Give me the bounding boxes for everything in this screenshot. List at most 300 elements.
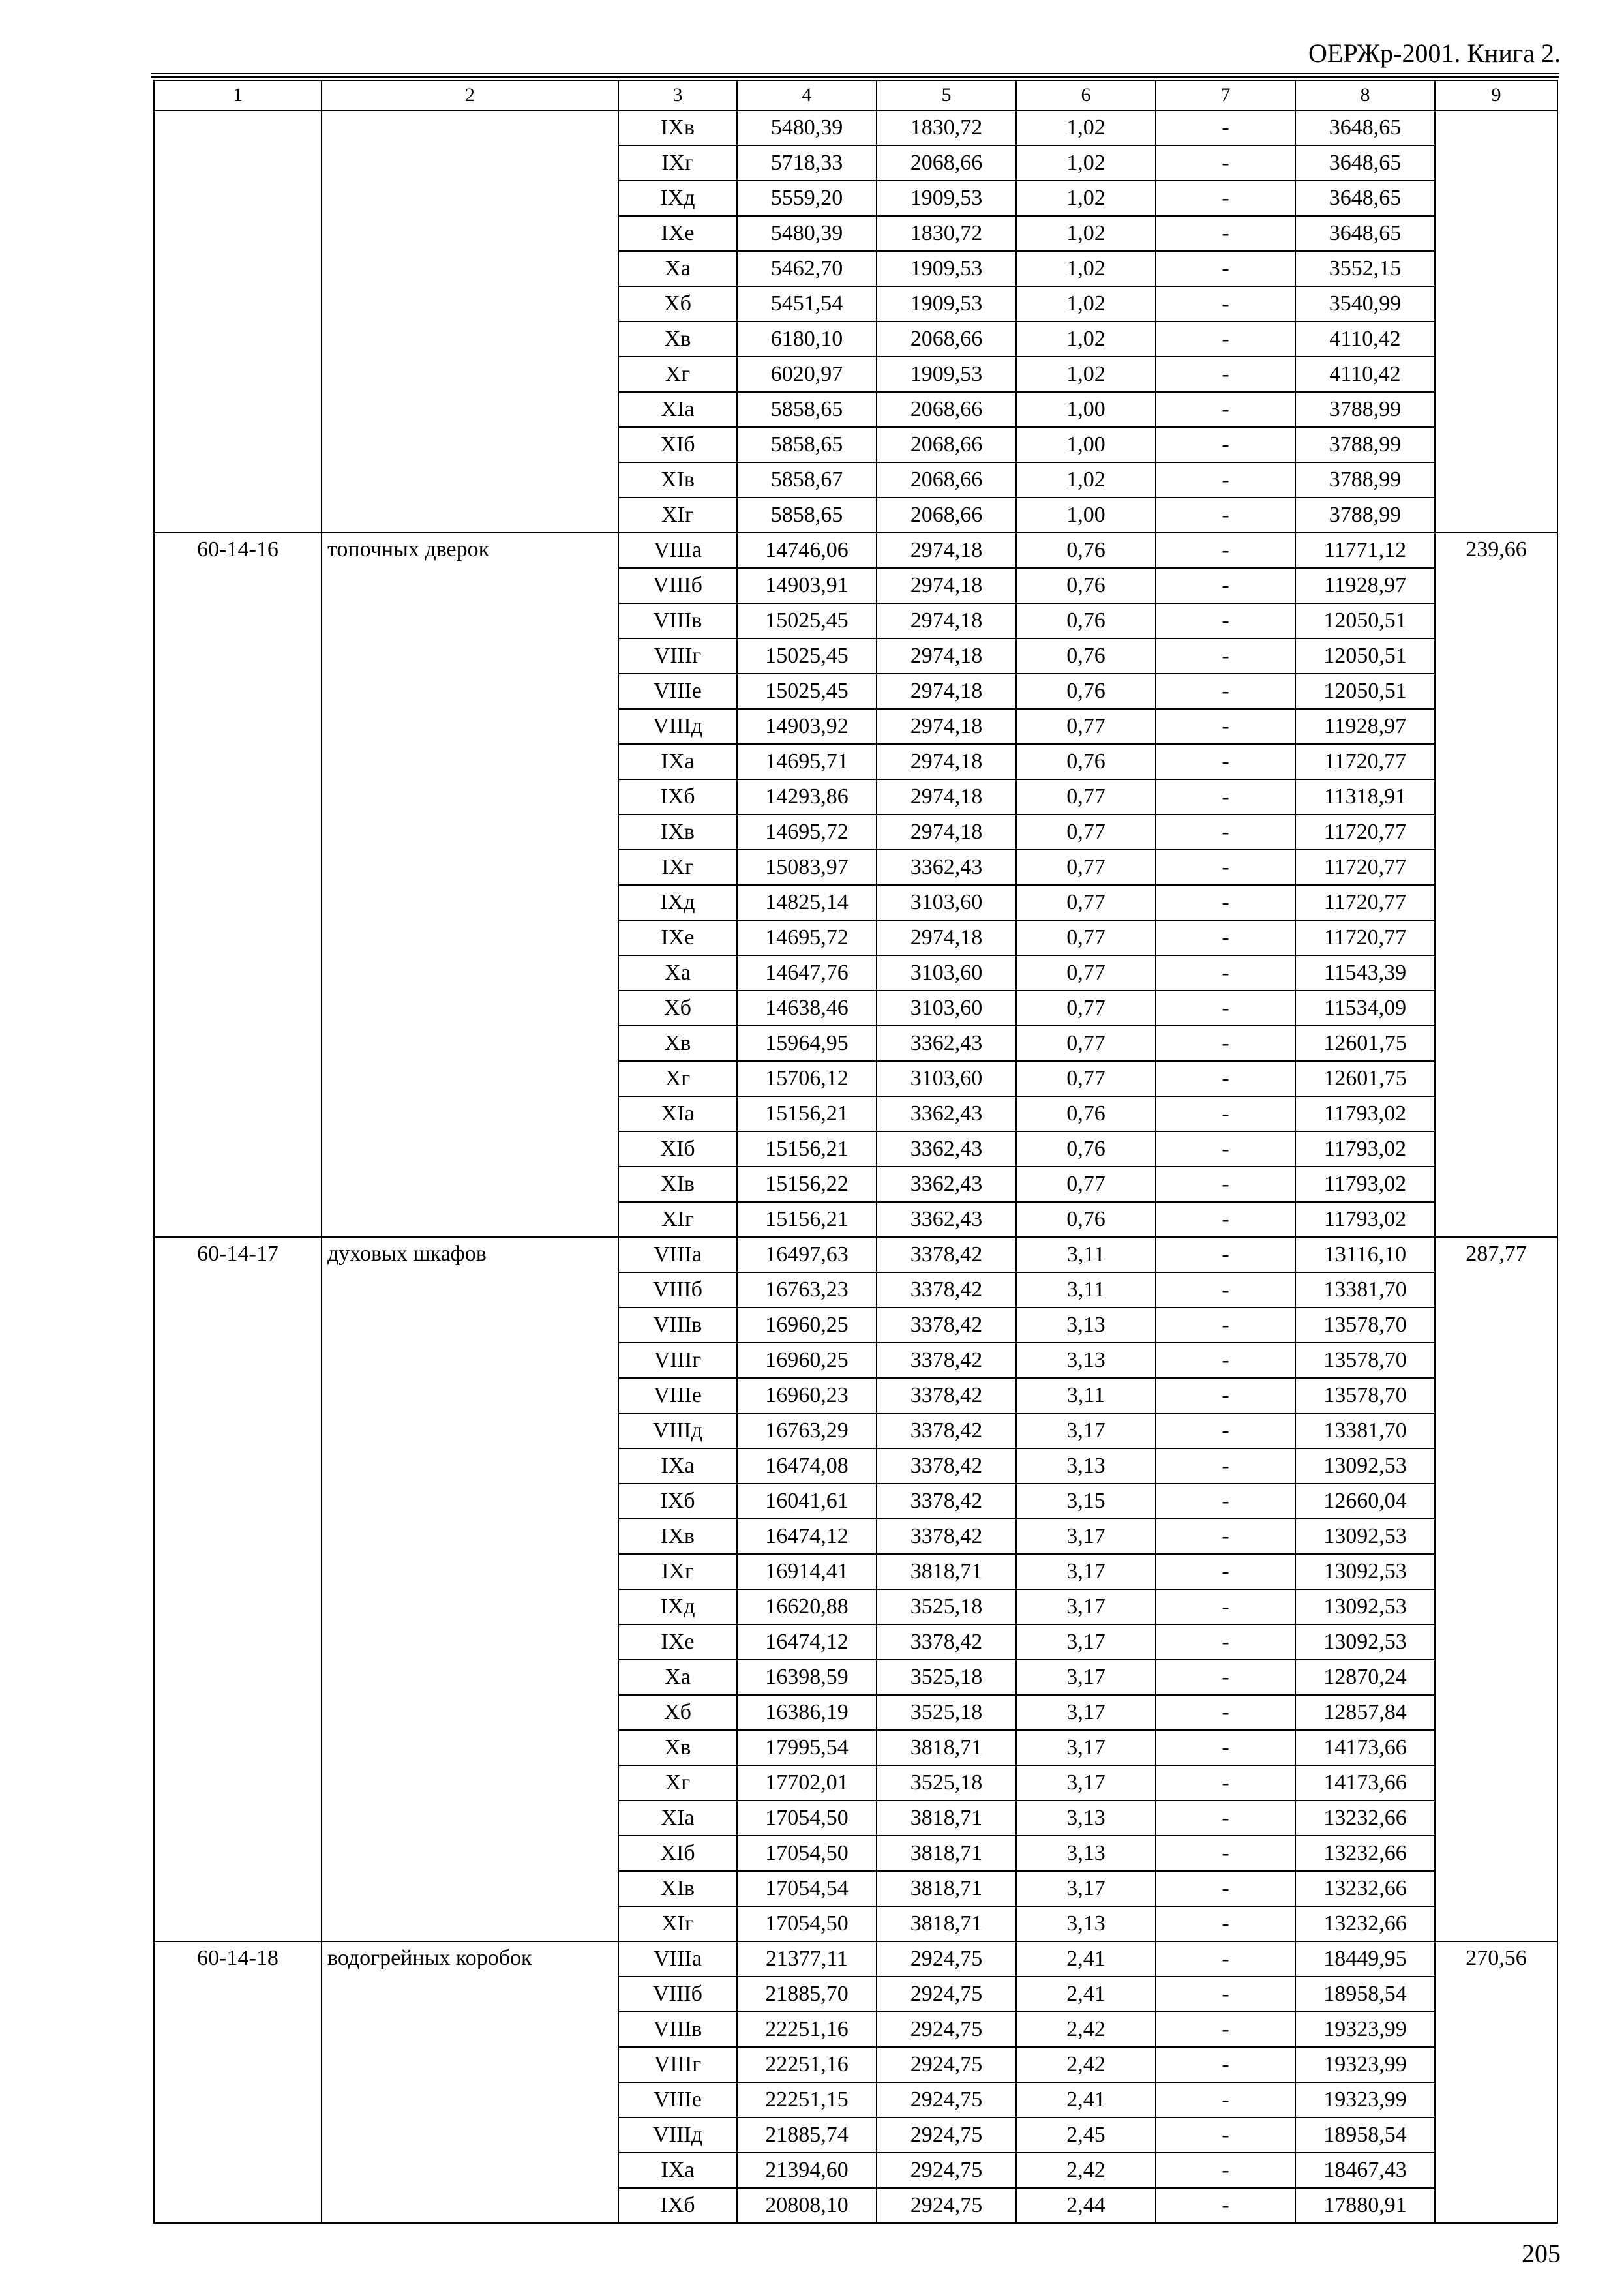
operator-wage-cell: - [1156,815,1295,850]
category-cell: IXе [618,920,737,955]
machine-cost-cell: 1,02 [1016,110,1156,145]
labor-cost-cell: 2924,75 [877,2153,1016,2188]
labor-cost-cell: 2974,18 [877,815,1016,850]
category-cell: XIв [618,462,737,498]
column-number: 4 [737,80,877,110]
category-cell: VIIIб [618,1977,737,2012]
machine-cost-cell: 0,77 [1016,779,1156,815]
category-cell: XIа [618,1096,737,1131]
direct-cost-cell: 5858,65 [737,427,877,462]
category-cell: Xа [618,1660,737,1695]
operator-wage-cell: - [1156,1026,1295,1061]
machine-cost-cell: 3,13 [1016,1906,1156,1941]
machine-cost-cell: 0,77 [1016,1167,1156,1202]
direct-cost-cell: 17054,50 [737,1836,877,1871]
category-cell: VIIIе [618,2082,737,2117]
labor-cost-cell: 3378,42 [877,1343,1016,1378]
materials-cost-cell: 12601,75 [1295,1061,1435,1096]
materials-cost-cell: 3648,65 [1295,181,1435,216]
category-cell: IXб [618,1484,737,1519]
machine-cost-cell: 3,17 [1016,1871,1156,1906]
machine-cost-cell: 3,17 [1016,1554,1156,1589]
labor-cost-cell: 1909,53 [877,357,1016,392]
machine-cost-cell: 3,13 [1016,1308,1156,1343]
operator-wage-cell: - [1156,1660,1295,1695]
labor-cost-cell: 2924,75 [877,2047,1016,2082]
category-cell: IXб [618,779,737,815]
materials-cost-cell: 11928,97 [1295,709,1435,744]
materials-cost-cell: 17880,91 [1295,2188,1435,2223]
machine-cost-cell: 3,11 [1016,1272,1156,1308]
work-name [322,110,618,533]
labor-cost-cell: 3378,42 [877,1519,1016,1554]
machine-cost-cell: 3,13 [1016,1836,1156,1871]
operator-wage-cell: - [1156,357,1295,392]
materials-cost-cell: 13116,10 [1295,1237,1435,1272]
category-cell: IXв [618,1519,737,1554]
machine-cost-cell: 1,00 [1016,427,1156,462]
materials-cost-cell: 19323,99 [1295,2082,1435,2117]
materials-cost-cell: 13092,53 [1295,1589,1435,1624]
operator-wage-cell: - [1156,145,1295,181]
machine-cost-cell: 3,17 [1016,1660,1156,1695]
materials-cost-cell: 11928,97 [1295,568,1435,603]
materials-cost-cell: 11793,02 [1295,1096,1435,1131]
column-number: 2 [322,80,618,110]
machine-cost-cell: 0,76 [1016,568,1156,603]
labor-cost-cell: 2068,66 [877,145,1016,181]
labor-cost-cell: 3818,71 [877,1730,1016,1765]
direct-cost-cell: 14903,91 [737,568,877,603]
column-9-value [1435,110,1557,533]
direct-cost-cell: 16914,41 [737,1554,877,1589]
materials-cost-cell: 13578,70 [1295,1343,1435,1378]
labor-cost-cell: 2974,18 [877,568,1016,603]
labor-cost-cell: 1830,72 [877,216,1016,251]
materials-cost-cell: 18958,54 [1295,1977,1435,2012]
operator-wage-cell: - [1156,286,1295,322]
machine-cost-cell: 1,02 [1016,251,1156,286]
machine-cost-cell: 0,76 [1016,1096,1156,1131]
machine-cost-cell: 2,41 [1016,2082,1156,2117]
machine-cost-cell: 2,41 [1016,1977,1156,2012]
operator-wage-cell: - [1156,920,1295,955]
category-cell: Xг [618,1765,737,1801]
machine-cost-cell: 3,11 [1016,1237,1156,1272]
column-9-value: 270,56 [1435,1941,1557,2223]
direct-cost-cell: 15156,21 [737,1096,877,1131]
materials-cost-cell: 11318,91 [1295,779,1435,815]
materials-cost-cell: 14173,66 [1295,1730,1435,1765]
direct-cost-cell: 5480,39 [737,216,877,251]
direct-cost-cell: 17054,50 [737,1801,877,1836]
direct-cost-cell: 20808,10 [737,2188,877,2223]
direct-cost-cell: 16960,25 [737,1343,877,1378]
operator-wage-cell: - [1156,2047,1295,2082]
machine-cost-cell: 0,77 [1016,885,1156,920]
machine-cost-cell: 1,02 [1016,216,1156,251]
category-cell: VIIIв [618,2012,737,2047]
operator-wage-cell: - [1156,2188,1295,2223]
direct-cost-cell: 6180,10 [737,322,877,357]
materials-cost-cell: 11793,02 [1295,1131,1435,1167]
operator-wage-cell: - [1156,709,1295,744]
materials-cost-cell: 18467,43 [1295,2153,1435,2188]
category-cell: VIIIв [618,1308,737,1343]
category-cell: XIг [618,1906,737,1941]
operator-wage-cell: - [1156,1554,1295,1589]
materials-cost-cell: 13232,66 [1295,1906,1435,1941]
direct-cost-cell: 17054,54 [737,1871,877,1906]
labor-cost-cell: 3818,71 [877,1906,1016,1941]
table-row [154,533,1557,568]
operator-wage-cell: - [1156,1765,1295,1801]
machine-cost-cell: 3,17 [1016,1413,1156,1448]
materials-cost-cell: 13578,70 [1295,1378,1435,1413]
operator-wage-cell: - [1156,1096,1295,1131]
category-cell: Xб [618,1695,737,1730]
labor-cost-cell: 1830,72 [877,110,1016,145]
machine-cost-cell: 2,41 [1016,1941,1156,1977]
category-cell: Xб [618,286,737,322]
category-cell: XIб [618,427,737,462]
operator-wage-cell: - [1156,2117,1295,2153]
category-cell: Xв [618,1730,737,1765]
labor-cost-cell: 2974,18 [877,744,1016,779]
machine-cost-cell: 0,77 [1016,955,1156,991]
machine-cost-cell: 3,17 [1016,1695,1156,1730]
operator-wage-cell: - [1156,1695,1295,1730]
labor-cost-cell: 2924,75 [877,2012,1016,2047]
operator-wage-cell: - [1156,1589,1295,1624]
materials-cost-cell: 12050,51 [1295,674,1435,709]
operator-wage-cell: - [1156,991,1295,1026]
direct-cost-cell: 16763,23 [737,1272,877,1308]
operator-wage-cell: - [1156,1131,1295,1167]
category-cell: VIIIд [618,709,737,744]
direct-cost-cell: 14825,14 [737,885,877,920]
labor-cost-cell: 3818,71 [877,1554,1016,1589]
labor-cost-cell: 3818,71 [877,1836,1016,1871]
operator-wage-cell: - [1156,1519,1295,1554]
labor-cost-cell: 2068,66 [877,498,1016,533]
direct-cost-cell: 21394,60 [737,2153,877,2188]
direct-cost-cell: 16960,23 [737,1378,877,1413]
labor-cost-cell: 3818,71 [877,1801,1016,1836]
direct-cost-cell: 5451,54 [737,286,877,322]
machine-cost-cell: 0,76 [1016,1202,1156,1237]
labor-cost-cell: 3378,42 [877,1378,1016,1413]
materials-cost-cell: 13092,53 [1295,1519,1435,1554]
materials-cost-cell: 13092,53 [1295,1554,1435,1589]
table-row [154,110,1557,145]
category-cell: IXе [618,1624,737,1660]
operator-wage-cell: - [1156,2153,1295,2188]
machine-cost-cell: 1,02 [1016,322,1156,357]
materials-cost-cell: 11543,39 [1295,955,1435,991]
labor-cost-cell: 2974,18 [877,674,1016,709]
category-cell: XIв [618,1167,737,1202]
labor-cost-cell: 2068,66 [877,462,1016,498]
operator-wage-cell: - [1156,603,1295,638]
labor-cost-cell: 3103,60 [877,955,1016,991]
category-cell: XIб [618,1836,737,1871]
direct-cost-cell: 16386,19 [737,1695,877,1730]
direct-cost-cell: 15156,21 [737,1131,877,1167]
rate-code: 60-14-17 [154,1237,322,1941]
operator-wage-cell: - [1156,427,1295,462]
labor-cost-cell: 2974,18 [877,709,1016,744]
machine-cost-cell: 3,17 [1016,1730,1156,1765]
machine-cost-cell: 0,76 [1016,638,1156,674]
labor-cost-cell: 2068,66 [877,322,1016,357]
category-cell: IXд [618,181,737,216]
category-cell: VIIIа [618,1941,737,1977]
direct-cost-cell: 16474,08 [737,1448,877,1484]
operator-wage-cell: - [1156,216,1295,251]
direct-cost-cell: 15083,97 [737,850,877,885]
direct-cost-cell: 16474,12 [737,1624,877,1660]
labor-cost-cell: 3525,18 [877,1589,1016,1624]
direct-cost-cell: 16041,61 [737,1484,877,1519]
machine-cost-cell: 1,02 [1016,286,1156,322]
labor-cost-cell: 3362,43 [877,1026,1016,1061]
work-name: духовых шкафов [322,1237,618,1941]
materials-cost-cell: 11720,77 [1295,850,1435,885]
operator-wage-cell: - [1156,638,1295,674]
machine-cost-cell: 3,13 [1016,1448,1156,1484]
labor-cost-cell: 3362,43 [877,1167,1016,1202]
category-cell: XIа [618,392,737,427]
column-number: 3 [618,80,737,110]
direct-cost-cell: 14695,72 [737,815,877,850]
column-number-row [154,80,1557,110]
machine-cost-cell: 3,15 [1016,1484,1156,1519]
column-number: 1 [154,80,322,110]
materials-cost-cell: 3788,99 [1295,427,1435,462]
direct-cost-cell: 21885,70 [737,1977,877,2012]
category-cell: IXг [618,1554,737,1589]
column-number: 9 [1435,80,1557,110]
category-cell: IXд [618,885,737,920]
category-cell: XIг [618,1202,737,1237]
machine-cost-cell: 3,17 [1016,1765,1156,1801]
operator-wage-cell: - [1156,1801,1295,1836]
category-cell: Xв [618,1026,737,1061]
operator-wage-cell: - [1156,1730,1295,1765]
labor-cost-cell: 3525,18 [877,1765,1016,1801]
direct-cost-cell: 14638,46 [737,991,877,1026]
direct-cost-cell: 16620,88 [737,1589,877,1624]
table-row [154,1237,1557,1272]
direct-cost-cell: 16398,59 [737,1660,877,1695]
direct-cost-cell: 5462,70 [737,251,877,286]
machine-cost-cell: 2,44 [1016,2188,1156,2223]
materials-cost-cell: 3788,99 [1295,498,1435,533]
materials-cost-cell: 11720,77 [1295,920,1435,955]
category-cell: VIIIв [618,603,737,638]
operator-wage-cell: - [1156,1343,1295,1378]
machine-cost-cell: 0,76 [1016,533,1156,568]
labor-cost-cell: 2924,75 [877,2117,1016,2153]
operator-wage-cell: - [1156,251,1295,286]
machine-cost-cell: 2,42 [1016,2012,1156,2047]
labor-cost-cell: 3103,60 [877,885,1016,920]
machine-cost-cell: 1,02 [1016,357,1156,392]
direct-cost-cell: 14695,72 [737,920,877,955]
materials-cost-cell: 11534,09 [1295,991,1435,1026]
category-cell: Xб [618,991,737,1026]
operator-wage-cell: - [1156,885,1295,920]
category-cell: VIIIа [618,533,737,568]
operator-wage-cell: - [1156,322,1295,357]
operator-wage-cell: - [1156,1413,1295,1448]
machine-cost-cell: 0,77 [1016,709,1156,744]
direct-cost-cell: 15156,21 [737,1202,877,1237]
direct-cost-cell: 15025,45 [737,603,877,638]
column-9-value: 239,66 [1435,533,1557,1237]
direct-cost-cell: 17702,01 [737,1765,877,1801]
direct-cost-cell: 22251,16 [737,2012,877,2047]
table-row [154,1941,1557,1977]
materials-cost-cell: 3648,65 [1295,216,1435,251]
machine-cost-cell: 0,77 [1016,1026,1156,1061]
direct-cost-cell: 5858,65 [737,392,877,427]
labor-cost-cell: 2068,66 [877,427,1016,462]
operator-wage-cell: - [1156,1871,1295,1906]
labor-cost-cell: 3525,18 [877,1660,1016,1695]
labor-cost-cell: 2974,18 [877,638,1016,674]
direct-cost-cell: 21885,74 [737,2117,877,2153]
operator-wage-cell: - [1156,1448,1295,1484]
work-name: водогрейных коробок [322,1941,618,2223]
materials-cost-cell: 11793,02 [1295,1202,1435,1237]
category-cell: Xг [618,357,737,392]
machine-cost-cell: 3,13 [1016,1801,1156,1836]
category-cell: IXе [618,216,737,251]
direct-cost-cell: 16960,25 [737,1308,877,1343]
category-cell: VIIIг [618,2047,737,2082]
category-cell: IXв [618,815,737,850]
labor-cost-cell: 2924,75 [877,2188,1016,2223]
machine-cost-cell: 0,76 [1016,744,1156,779]
labor-cost-cell: 2974,18 [877,920,1016,955]
category-cell: IXа [618,1448,737,1484]
category-cell: Xг [618,1061,737,1096]
column-number: 5 [877,80,1016,110]
labor-cost-cell: 3525,18 [877,1695,1016,1730]
materials-cost-cell: 12870,24 [1295,1660,1435,1695]
operator-wage-cell: - [1156,181,1295,216]
direct-cost-cell: 5718,33 [737,145,877,181]
machine-cost-cell: 2,45 [1016,2117,1156,2153]
operator-wage-cell: - [1156,110,1295,145]
labor-cost-cell: 3378,42 [877,1272,1016,1308]
machine-cost-cell: 0,76 [1016,1131,1156,1167]
operator-wage-cell: - [1156,568,1295,603]
category-cell: Xв [618,322,737,357]
category-cell: XIа [618,1801,737,1836]
category-cell: IXд [618,1589,737,1624]
labor-cost-cell: 3362,43 [877,1131,1016,1167]
price-table [153,80,1558,2224]
materials-cost-cell: 3552,15 [1295,251,1435,286]
operator-wage-cell: - [1156,1836,1295,1871]
category-cell: IXв [618,110,737,145]
machine-cost-cell: 1,02 [1016,145,1156,181]
category-cell: VIIIа [618,1237,737,1272]
machine-cost-cell: 2,42 [1016,2153,1156,2188]
machine-cost-cell: 3,17 [1016,1519,1156,1554]
materials-cost-cell: 11720,77 [1295,744,1435,779]
machine-cost-cell: 0,77 [1016,920,1156,955]
category-cell: VIIIг [618,638,737,674]
category-cell: VIIIе [618,1378,737,1413]
operator-wage-cell: - [1156,2082,1295,2117]
materials-cost-cell: 14173,66 [1295,1765,1435,1801]
direct-cost-cell: 5858,67 [737,462,877,498]
materials-cost-cell: 19323,99 [1295,2012,1435,2047]
machine-cost-cell: 0,76 [1016,603,1156,638]
rate-code: 60-14-16 [154,533,322,1237]
labor-cost-cell: 3362,43 [877,1096,1016,1131]
direct-cost-cell: 5559,20 [737,181,877,216]
machine-cost-cell: 1,02 [1016,181,1156,216]
direct-cost-cell: 15964,95 [737,1026,877,1061]
direct-cost-cell: 17995,54 [737,1730,877,1765]
direct-cost-cell: 15025,45 [737,638,877,674]
category-cell: VIIIг [618,1343,737,1378]
labor-cost-cell: 2924,75 [877,1977,1016,2012]
labor-cost-cell: 2974,18 [877,603,1016,638]
direct-cost-cell: 6020,97 [737,357,877,392]
column-number: 6 [1016,80,1156,110]
operator-wage-cell: - [1156,955,1295,991]
materials-cost-cell: 11771,12 [1295,533,1435,568]
direct-cost-cell: 14293,86 [737,779,877,815]
machine-cost-cell: 2,42 [1016,2047,1156,2082]
category-cell: IXа [618,744,737,779]
running-header: ОЕРЖр-2001. Книга 2. [1308,38,1561,68]
labor-cost-cell: 2924,75 [877,2082,1016,2117]
operator-wage-cell: - [1156,1484,1295,1519]
materials-cost-cell: 12050,51 [1295,638,1435,674]
machine-cost-cell: 0,77 [1016,815,1156,850]
operator-wage-cell: - [1156,1237,1295,1272]
machine-cost-cell: 3,13 [1016,1343,1156,1378]
category-cell: IXа [618,2153,737,2188]
column-number: 8 [1295,80,1435,110]
category-cell: Xа [618,251,737,286]
category-cell: IXг [618,850,737,885]
materials-cost-cell: 13092,53 [1295,1448,1435,1484]
machine-cost-cell: 3,17 [1016,1624,1156,1660]
materials-cost-cell: 13232,66 [1295,1871,1435,1906]
machine-cost-cell: 3,11 [1016,1378,1156,1413]
operator-wage-cell: - [1156,1906,1295,1941]
materials-cost-cell: 13232,66 [1295,1836,1435,1871]
labor-cost-cell: 3378,42 [877,1413,1016,1448]
direct-cost-cell: 5858,65 [737,498,877,533]
operator-wage-cell: - [1156,1202,1295,1237]
labor-cost-cell: 2068,66 [877,392,1016,427]
machine-cost-cell: 0,76 [1016,674,1156,709]
direct-cost-cell: 16474,12 [737,1519,877,1554]
materials-cost-cell: 4110,42 [1295,357,1435,392]
operator-wage-cell: - [1156,850,1295,885]
materials-cost-cell: 3540,99 [1295,286,1435,322]
materials-cost-cell: 4110,42 [1295,322,1435,357]
